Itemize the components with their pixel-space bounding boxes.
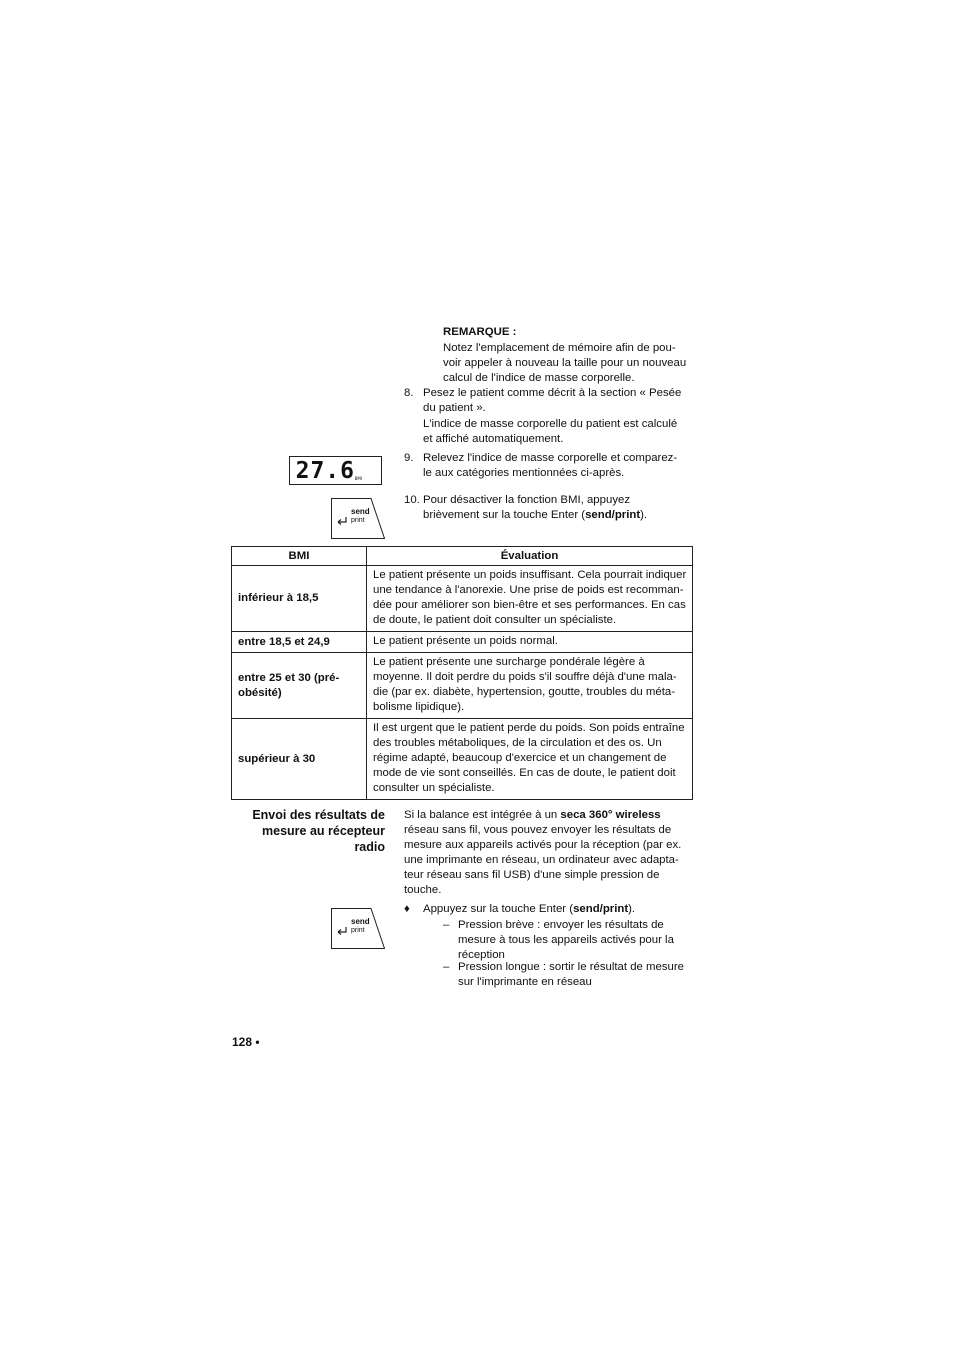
key-send-label: send [351,917,370,926]
bmi-range: inférieur à 18,5 [232,566,367,632]
step-number: 9. [404,452,414,464]
step-line: brièvement sur la touche Enter (send/print). [423,509,648,521]
column-header-evaluation: Évaluation [367,547,693,566]
key-name: send/print [573,903,629,915]
step-line: du patient ». [423,402,486,414]
bmi-range: entre 18,5 et 24,9 [232,632,367,653]
page-number: 128 • [232,1035,260,1049]
table-row [232,719,693,800]
product-name: seca 360° wireless [560,809,661,821]
evaluation: Le patient présente une surcharge pondérale légère à moyenne. Il doit perdre du poids s'il souffre déjà d'une mala- die (par ex. diabète, hypertension, goutte, troubles du méta- bolisme lipidique). [367,653,693,719]
table-header-row [232,547,693,566]
table-row [232,566,693,632]
step-line: le aux catégories mentionnées ci-après. [423,467,625,479]
dash-bullet-icon: – [443,919,450,931]
bmi-range: entre 25 et 30 (pré- obésité) [232,653,367,719]
step-number: 8. [404,387,414,399]
table-row [232,632,693,653]
step-line: L'indice de masse corporelle du patient est calculé [423,418,678,430]
bmi-range: supérieur à 30 [232,719,367,800]
key-print-label: print [351,927,365,934]
evaluation: Il est urgent que le patient perde du poids. Son poids entraîne des troubles métaboliques, de la circulation et des os. Un régime adapté, beaucoup d'exercice et un changement de mode de vie sont conseillés. En cas de doute, le patient doit consulter un spécialiste. [367,719,693,800]
display-value: 27.6 [295,458,355,484]
key-name: send/print [585,509,641,521]
step-number: 10. [404,494,420,506]
diamond-bullet-icon: ♦ [404,903,410,915]
note-body [443,341,693,386]
evaluation: Le patient présente un poids insuffisant. Cela pourrait indiquer une tendance à l'anorexie. Une prise de poids est recomman- dée pour améliorer son bien-être et ses performances. En cas de doute, le patient doit consulter un spécialiste. [367,566,693,632]
key-send-label: send [351,507,370,516]
section-intro: Si la balance est intégrée à un seca 360° wireless réseau sans fil, vous pouvez envoyer les résultats de mesure aux appareils activés pour la réception (par ex. une imprimante en réseau, un ordinateur avec adapta- teur réseau sans fil USB) d'une simple pression de touche. [404,809,682,896]
display-unit: BMI [354,476,362,481]
note-line: calcul de l'indice de masse corporelle. [443,372,635,384]
table-row [232,653,693,719]
send-print-key [331,908,385,949]
step-line: et affiché automatiquement. [423,433,564,445]
section-heading: Envoi des résultats de mesure au récepteur radio [252,808,385,854]
dash-bullet-icon: – [443,961,450,973]
step-line: Relevez l'indice de masse corporelle et comparez- [423,452,678,464]
note-title: REMARQUE : [443,326,517,338]
evaluation: Le patient présente un poids normal. [367,632,693,653]
note-line: voir appeler à nouveau la taille pour un nouveau [443,357,687,369]
bmi-table [231,546,693,800]
bmi-display [289,456,382,485]
step-line: Pesez le patient comme décrit à la section « Pesée [423,387,682,399]
key-print-label: print [351,517,365,524]
note-line: Notez l'emplacement de mémoire afin de pou- [443,342,676,354]
send-print-key [331,498,385,539]
step-line: Pour désactiver la fonction BMI, appuyez [423,494,631,506]
column-header-bmi: BMI [232,547,367,566]
